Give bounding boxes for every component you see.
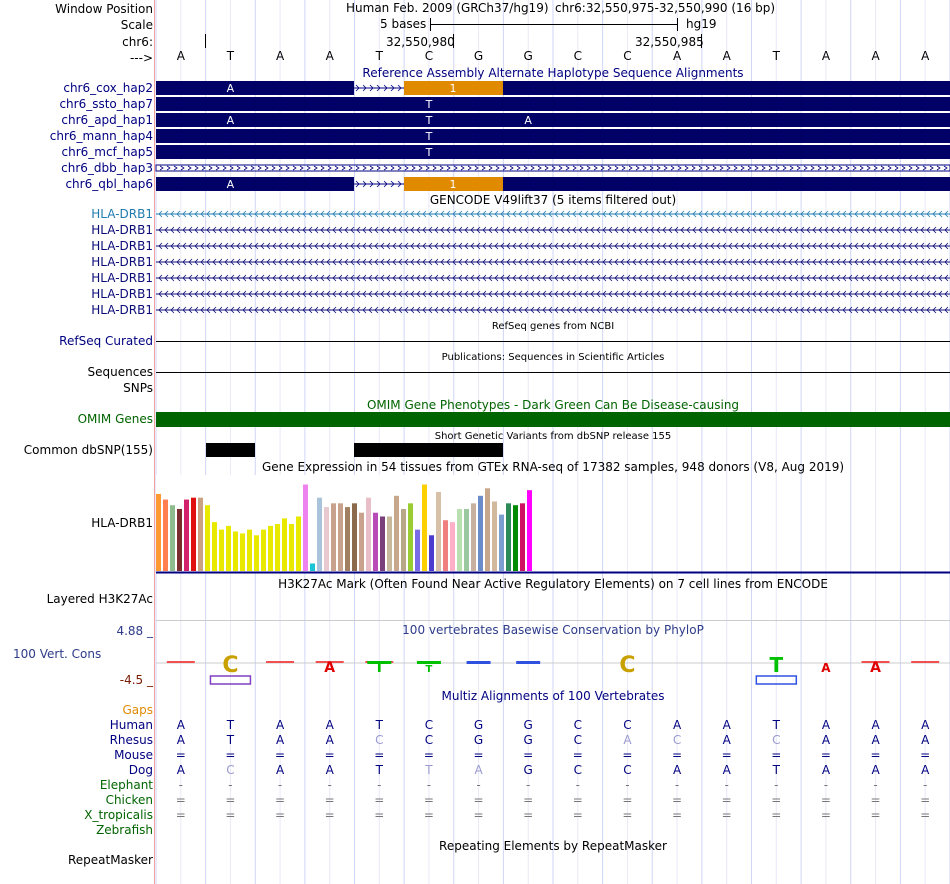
aligned-base: - xyxy=(873,778,878,792)
reference-base: A xyxy=(275,49,285,63)
reference-base: T xyxy=(772,49,780,63)
coord-label-1: 32,550,980 xyxy=(386,35,455,49)
publications-title: Publications: Sequences in Scientific Articles xyxy=(441,352,665,363)
aligned-base: C xyxy=(573,763,582,777)
aligned-base: T xyxy=(226,733,235,747)
aligned-base: = xyxy=(672,748,683,762)
aligned-base: - xyxy=(526,778,531,792)
scale-text: 5 bases xyxy=(380,17,427,31)
aligned-base: = xyxy=(275,748,286,762)
aligned-base: G xyxy=(523,718,533,732)
aligned-base: C xyxy=(623,763,632,777)
aligned-base: A xyxy=(722,733,731,747)
aligned-base: A xyxy=(672,763,682,777)
aligned-base: - xyxy=(327,778,332,792)
aligned-base: = xyxy=(920,748,931,762)
conservation-min: -4.5 _ xyxy=(119,673,153,687)
refseq-title: RefSeq genes from NCBI xyxy=(491,321,615,332)
aligned-base: = xyxy=(523,793,534,807)
aligned-base: = xyxy=(175,793,186,807)
aligned-base: = xyxy=(374,808,385,822)
mismatch-base: T xyxy=(425,98,433,111)
aligned-base: - xyxy=(625,778,630,792)
aligned-base: T xyxy=(375,763,383,777)
aligned-base: = xyxy=(225,793,236,807)
reference-base: A xyxy=(176,49,185,63)
aligned-base: = xyxy=(920,808,931,822)
aligned-base: C xyxy=(424,718,434,732)
aligned-base: = xyxy=(324,793,335,807)
aligned-base: C xyxy=(672,733,682,747)
aligned-base: A xyxy=(325,718,334,732)
gencode-gene-label[interactable]: HLA-DRB1 xyxy=(91,255,153,269)
aligned-base: A xyxy=(722,763,731,777)
aligned-base: C xyxy=(623,718,632,732)
reference-base: G xyxy=(523,49,533,63)
alt-haplotype-label[interactable]: chr6_qbl_hap6 xyxy=(65,177,153,191)
aligned-base: = xyxy=(473,808,484,822)
aligned-base: = xyxy=(423,793,434,807)
aligned-base: = xyxy=(523,808,534,822)
aligned-base: = xyxy=(870,748,881,762)
scale-label: Scale xyxy=(120,18,153,32)
reference-base: C xyxy=(424,49,434,63)
aligned-base: = xyxy=(175,808,186,822)
species-label: Dog xyxy=(128,763,153,777)
aligned-base: C xyxy=(424,733,434,747)
aligned-base: T xyxy=(375,718,383,732)
gtex-title: Gene Expression in 54 tissues from GTEx RNA-seq of 17382 samples, 948 donors (V8, Aug 2019) xyxy=(261,460,845,474)
h3k27ac-title: H3K27Ac Mark (Often Found Near Active Regulatory Elements) on 7 cell lines from ENCODE xyxy=(278,577,828,591)
strand-label: ---> xyxy=(129,51,153,65)
insertion-label: 1 xyxy=(449,82,457,95)
chrom-label: chr6: xyxy=(122,35,153,49)
mismatch-base: T xyxy=(425,146,433,159)
gencode-gene-label[interactable]: HLA-DRB1 xyxy=(91,239,153,253)
gencode-title: GENCODE V49lift37 (5 items filtered out) xyxy=(429,193,677,207)
aligned-base: = xyxy=(771,793,782,807)
aligned-base: = xyxy=(374,748,385,762)
gencode-gene-label[interactable]: HLA-DRB1 xyxy=(91,223,153,237)
aligned-base: = xyxy=(870,793,881,807)
aligned-base: = xyxy=(870,808,881,822)
aligned-base: - xyxy=(923,778,928,792)
aligned-base: A xyxy=(871,763,880,777)
conservation-letter: C xyxy=(619,653,636,678)
aligned-base: A xyxy=(871,718,880,732)
conservation-dash xyxy=(516,661,540,664)
conservation-dash xyxy=(467,661,491,664)
reference-base: C xyxy=(573,49,582,63)
reference-base: T xyxy=(226,49,235,63)
aligned-base: = xyxy=(820,808,831,822)
aligned-base: A xyxy=(176,763,185,777)
aligned-base: T xyxy=(772,763,780,777)
aligned-base: = xyxy=(225,808,236,822)
reference-base: A xyxy=(672,49,682,63)
conservation-letter: T xyxy=(769,653,784,677)
aligned-base: C xyxy=(772,733,781,747)
aligned-base: G xyxy=(523,763,533,777)
repeatmasker-label[interactable]: RepeatMasker xyxy=(67,853,153,867)
mismatch-base: T xyxy=(425,114,433,127)
aligned-base: = xyxy=(771,748,782,762)
species-label: Zebrafish xyxy=(96,823,153,837)
aligned-base: C xyxy=(375,733,384,747)
aligned-base: - xyxy=(575,778,580,792)
aligned-base: A xyxy=(176,733,185,747)
conservation-dash xyxy=(167,661,195,663)
aligned-base: = xyxy=(721,748,732,762)
mismatch-base: A xyxy=(226,82,235,95)
aligned-base: C xyxy=(226,763,235,777)
aligned-base: - xyxy=(277,778,283,792)
aligned-base: = xyxy=(572,808,583,822)
aligned-base: = xyxy=(622,808,633,822)
aligned-base: A xyxy=(623,733,632,747)
gaps-label: Gaps xyxy=(122,703,153,717)
aligned-base: = xyxy=(572,793,583,807)
aligned-base: A xyxy=(275,718,285,732)
omim-label[interactable]: OMIM Genes xyxy=(77,412,153,426)
mismatch-base: A xyxy=(524,114,532,127)
aligned-base: A xyxy=(871,733,880,747)
aligned-base: - xyxy=(178,778,183,792)
repeatmasker-title: Repeating Elements by RepeatMasker xyxy=(439,839,667,853)
aligned-base: T xyxy=(226,718,235,732)
conservation-letter: T xyxy=(425,664,433,675)
species-label: Rhesus xyxy=(109,733,153,747)
dbsnp-label[interactable]: Common dbSNP(155) xyxy=(23,443,153,457)
aligned-base: A xyxy=(176,718,185,732)
aligned-base: - xyxy=(228,778,233,792)
reference-base: G xyxy=(473,49,484,63)
assembly-name: Human Feb. 2009 (GRCh37/hg19) xyxy=(346,1,549,15)
alt-haplotype-label[interactable]: chr6_mann_hap4 xyxy=(49,129,153,143)
aligned-base: = xyxy=(324,808,335,822)
aligned-base: A xyxy=(921,763,930,777)
aligned-base: - xyxy=(724,778,729,792)
alt-haplotype-label[interactable]: chr6_apd_hap1 xyxy=(61,113,153,127)
aligned-base: = xyxy=(225,748,236,762)
mismatch-base: A xyxy=(226,114,235,127)
species-label: Mouse xyxy=(114,748,153,762)
aligned-base: = xyxy=(175,748,186,762)
conservation-letter: A xyxy=(821,661,831,675)
aligned-base: G xyxy=(523,733,533,747)
reference-base: A xyxy=(821,49,831,63)
aligned-base: = xyxy=(672,793,683,807)
species-label: Chicken xyxy=(105,793,153,807)
aligned-base: = xyxy=(820,793,831,807)
aligned-base: - xyxy=(476,778,481,792)
conservation-letter: A xyxy=(324,660,336,676)
aligned-base: A xyxy=(921,733,930,747)
reference-base: A xyxy=(921,49,930,63)
insertion-label: 1 xyxy=(449,178,457,191)
aligned-base: A xyxy=(722,718,731,732)
aligned-base: A xyxy=(325,763,334,777)
aligned-base: - xyxy=(774,778,779,792)
reference-base: A xyxy=(722,49,731,63)
aligned-base: A xyxy=(821,733,831,747)
gencode-gene-label[interactable]: HLA-DRB1 xyxy=(91,271,153,285)
alt-haplotype-label[interactable]: chr6_cox_hap2 xyxy=(63,81,153,95)
aligned-base: = xyxy=(374,793,385,807)
aligned-base: A xyxy=(275,763,285,777)
aligned-base: C xyxy=(573,718,582,732)
omim-title: OMIM Gene Phenotypes - Dark Green Can Be Disease-causing xyxy=(366,398,740,412)
aligned-base: C xyxy=(573,733,582,747)
aligned-base: = xyxy=(820,748,831,762)
alt-haplotype-label[interactable]: chr6_mcf_hap5 xyxy=(61,145,153,159)
aligned-base: = xyxy=(423,748,434,762)
aligned-base: G xyxy=(473,733,484,747)
aligned-base: A xyxy=(672,718,682,732)
aligned-base: = xyxy=(721,793,732,807)
aligned-base: = xyxy=(324,748,335,762)
aligned-base: G xyxy=(473,718,484,732)
aligned-base: - xyxy=(377,778,382,792)
aligned-base: T xyxy=(425,763,433,777)
aligned-base: - xyxy=(426,778,432,792)
aligned-base: = xyxy=(622,748,633,762)
gencode-gene-label[interactable]: HLA-DRB1 xyxy=(91,303,153,317)
reference-base: A xyxy=(871,49,880,63)
aligned-base: = xyxy=(572,748,583,762)
aligned-base: = xyxy=(275,793,286,807)
species-label: Elephant xyxy=(99,778,153,792)
aligned-base: = xyxy=(771,808,782,822)
mismatch-base: A xyxy=(226,178,235,191)
window-position-label: Window Position xyxy=(55,2,153,16)
position-readout[interactable]: chr6:32,550,975-32,550,990 (16 bp) xyxy=(555,1,776,15)
gtex-gene-label[interactable]: HLA-DRB1 xyxy=(91,516,153,530)
reference-base: A xyxy=(325,49,334,63)
aligned-base: = xyxy=(523,748,534,762)
reference-base: C xyxy=(623,49,632,63)
conservation-max: 4.88 _ xyxy=(116,624,153,638)
aligned-base: = xyxy=(473,748,484,762)
conservation-title: 100 vertebrates Basewise Conservation by PhyloP xyxy=(402,623,704,637)
aligned-base: - xyxy=(674,778,680,792)
aligned-base: T xyxy=(772,718,780,732)
alt-haplotype-title: Reference Assembly Alternate Haplotype Sequence Alignments xyxy=(362,66,744,80)
aligned-base: A xyxy=(474,763,483,777)
conservation-letter: C xyxy=(222,653,239,678)
h3k27ac-label[interactable]: Layered H3K27Ac xyxy=(46,592,153,606)
conservation-neg-glyph xyxy=(756,676,796,684)
dbsnp-title: Short Genetic Variants from dbSNP release 155 xyxy=(434,431,672,442)
conservation-dash xyxy=(911,661,939,663)
aligned-base: A xyxy=(821,763,831,777)
conservation-label[interactable]: 100 Vert. Cons xyxy=(13,647,102,661)
aligned-base: = xyxy=(672,808,683,822)
publications-label[interactable]: Sequences xyxy=(87,365,153,379)
species-label: Human xyxy=(109,718,153,732)
aligned-base: A xyxy=(325,733,334,747)
aligned-base: = xyxy=(622,793,633,807)
coord-label-2: 32,550,985 xyxy=(635,35,704,49)
snps-label[interactable]: SNPs xyxy=(123,381,153,395)
scale-db: hg19 xyxy=(686,17,717,31)
species-label: X_tropicalis xyxy=(84,808,153,822)
aligned-base: = xyxy=(423,808,434,822)
mismatch-base: T xyxy=(425,130,433,143)
aligned-base: A xyxy=(821,718,831,732)
gencode-gene-label[interactable]: HLA-DRB1 xyxy=(91,287,153,301)
conservation-letter: A xyxy=(870,660,881,676)
aligned-base: A xyxy=(921,718,930,732)
reference-base: T xyxy=(375,49,383,63)
aligned-base: - xyxy=(823,778,829,792)
multiz-title: Multiz Alignments of 100 Vertebrates xyxy=(441,689,665,703)
aligned-base: = xyxy=(473,793,484,807)
aligned-base: = xyxy=(920,793,931,807)
alt-haplotype-label[interactable]: chr6_ssto_hap7 xyxy=(59,97,153,111)
aligned-base: = xyxy=(275,808,286,822)
alt-haplotype-label[interactable]: chr6_dbb_hap3 xyxy=(61,161,153,175)
conservation-dash xyxy=(266,661,294,663)
conservation-letter: T xyxy=(374,660,385,676)
gencode-gene-label[interactable]: HLA-DRB1 xyxy=(91,207,153,221)
refseq-label[interactable]: RefSeq Curated xyxy=(59,334,153,348)
aligned-base: A xyxy=(275,733,285,747)
aligned-base: = xyxy=(721,808,732,822)
